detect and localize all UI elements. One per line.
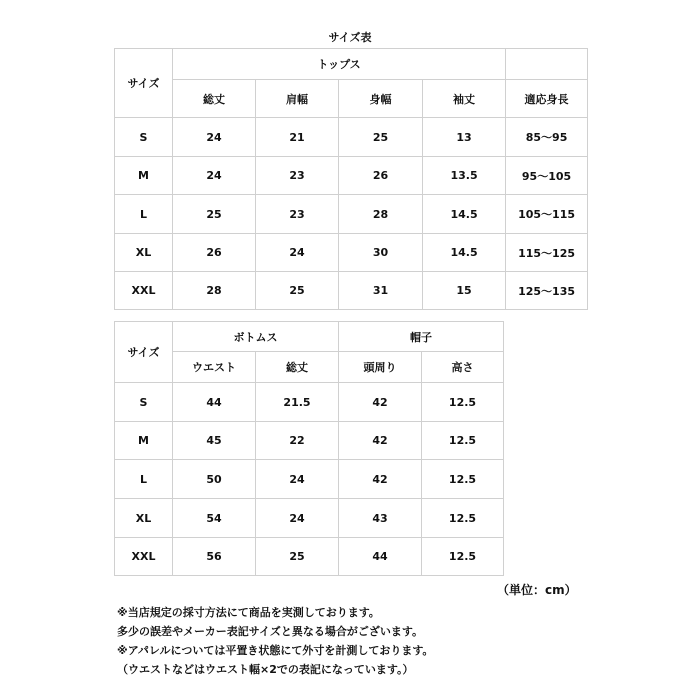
value-cell: 85～95 xyxy=(506,118,588,157)
size-cell: L xyxy=(115,195,173,234)
size-cell: XL xyxy=(115,234,173,272)
value-cell: 42 xyxy=(339,422,422,460)
size-header: サイズ xyxy=(115,322,173,383)
value-cell: 12.5 xyxy=(422,499,504,538)
size-cell: XXL xyxy=(115,272,173,310)
value-cell: 12.5 xyxy=(422,422,504,460)
column-header: 総丈 xyxy=(173,80,256,118)
table-row xyxy=(115,118,588,157)
size-cell: S xyxy=(115,118,173,157)
value-cell: 24 xyxy=(173,118,256,157)
note-line: 多少の誤差やメーカー表記サイズと異なる場合がございます。 xyxy=(117,625,424,638)
value-cell: 24 xyxy=(256,499,339,538)
notes xyxy=(117,603,433,679)
value-cell: 22 xyxy=(256,422,339,460)
column-header: 適応身長 xyxy=(506,80,588,118)
value-cell: 95～105 xyxy=(506,157,588,195)
value-cell: 31 xyxy=(339,272,423,310)
value-cell: 105～115 xyxy=(506,195,588,234)
tops-size-table xyxy=(114,48,588,310)
value-cell: 30 xyxy=(339,234,423,272)
note-line: ※アパレルについては平置き状態にて外寸を計測しております。 xyxy=(117,644,434,657)
value-cell: 12.5 xyxy=(422,538,504,576)
value-cell: 56 xyxy=(173,538,256,576)
value-cell: 12.5 xyxy=(422,460,504,499)
value-cell: 44 xyxy=(173,383,256,422)
unit-label: （単位：cm） xyxy=(497,583,577,597)
column-header: 頭周り xyxy=(339,352,422,383)
table-row xyxy=(115,460,504,499)
value-cell: 25 xyxy=(173,195,256,234)
value-cell: 24 xyxy=(173,157,256,195)
table-row xyxy=(115,499,504,538)
value-cell: 23 xyxy=(256,195,339,234)
value-cell: 26 xyxy=(173,234,256,272)
tops-group-header: トップス xyxy=(173,49,506,80)
table-row xyxy=(115,195,588,234)
column-header: 身幅 xyxy=(339,80,423,118)
value-cell: 42 xyxy=(339,383,422,422)
table-row xyxy=(115,272,588,310)
value-cell: 21.5 xyxy=(256,383,339,422)
table-row xyxy=(115,234,588,272)
size-header: サイズ xyxy=(115,49,173,118)
size-cell: M xyxy=(115,157,173,195)
value-cell: 28 xyxy=(339,195,423,234)
column-header: 高さ xyxy=(422,352,504,383)
value-cell: 15 xyxy=(423,272,506,310)
column-header: 肩幅 xyxy=(256,80,339,118)
value-cell: 25 xyxy=(339,118,423,157)
value-cell: 115～125 xyxy=(506,234,588,272)
table-row xyxy=(115,538,504,576)
value-cell: 44 xyxy=(339,538,422,576)
page-title: サイズ表 xyxy=(328,31,372,44)
table-row xyxy=(115,383,504,422)
value-cell: 13.5 xyxy=(423,157,506,195)
value-cell: 24 xyxy=(256,460,339,499)
value-cell: 25 xyxy=(256,538,339,576)
size-cell: M xyxy=(115,422,173,460)
value-cell: 25 xyxy=(256,272,339,310)
size-cell: L xyxy=(115,460,173,499)
value-cell: 125～135 xyxy=(506,272,588,310)
column-header: 袖丈 xyxy=(423,80,506,118)
hat-group-header: 帽子 xyxy=(339,322,504,352)
value-cell: 14.5 xyxy=(423,234,506,272)
value-cell: 26 xyxy=(339,157,423,195)
table-row xyxy=(115,157,588,195)
value-cell: 24 xyxy=(256,234,339,272)
value-cell: 50 xyxy=(173,460,256,499)
value-cell: 54 xyxy=(173,499,256,538)
empty-header-cell xyxy=(506,49,588,80)
note-line: ※当店規定の採寸方法にて商品を実測しております。 xyxy=(117,606,380,619)
size-cell: S xyxy=(115,383,173,422)
value-cell: 23 xyxy=(256,157,339,195)
value-cell: 13 xyxy=(423,118,506,157)
bottoms-group-header: ボトムス xyxy=(173,322,339,352)
value-cell: 42 xyxy=(339,460,422,499)
value-cell: 45 xyxy=(173,422,256,460)
note-line: （ウエストなどはウエスト幅×2での表記になっています。） xyxy=(117,663,414,676)
value-cell: 14.5 xyxy=(423,195,506,234)
size-cell: XL xyxy=(115,499,173,538)
table-row xyxy=(115,422,504,460)
value-cell: 12.5 xyxy=(422,383,504,422)
value-cell: 28 xyxy=(173,272,256,310)
value-cell: 21 xyxy=(256,118,339,157)
bottoms-hat-size-table xyxy=(114,321,504,576)
size-cell: XXL xyxy=(115,538,173,576)
column-header: ウエスト xyxy=(173,352,256,383)
value-cell: 43 xyxy=(339,499,422,538)
column-header: 総丈 xyxy=(256,352,339,383)
